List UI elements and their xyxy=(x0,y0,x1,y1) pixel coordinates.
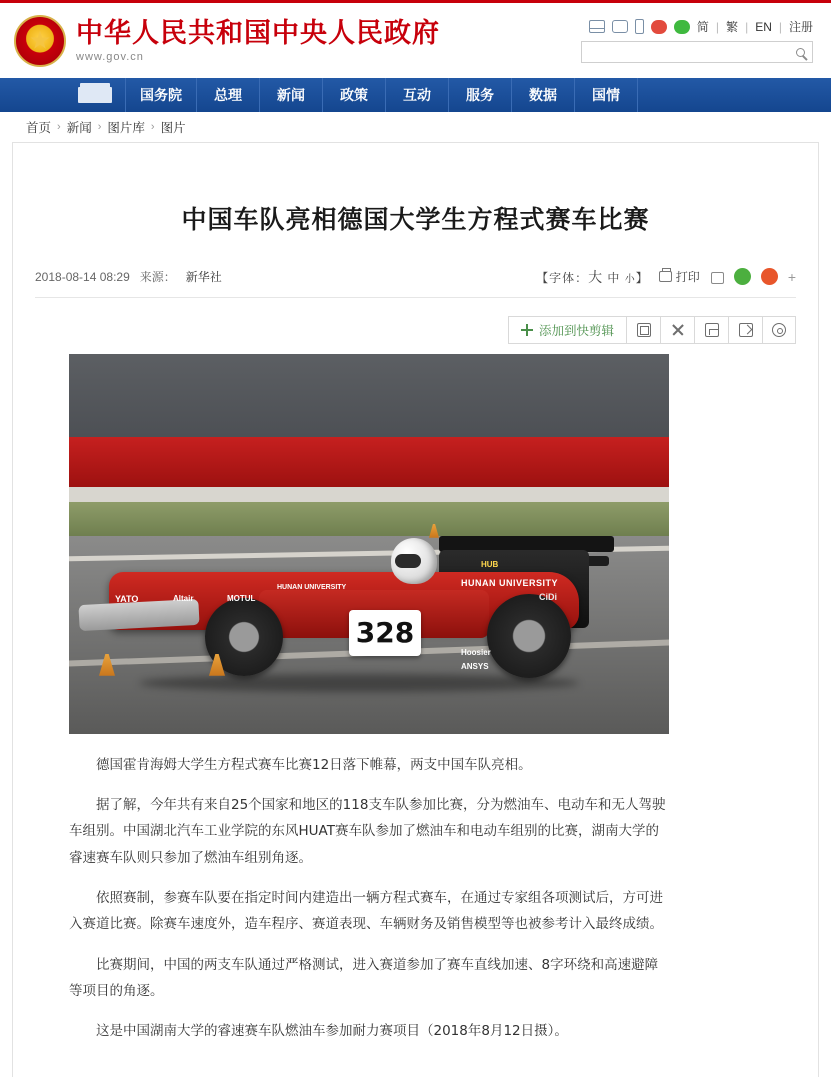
site-title: 中华人民共和国中央人民政府 xyxy=(76,17,440,49)
lang-link-english[interactable]: EN xyxy=(755,19,772,34)
divider: | xyxy=(715,19,720,34)
site-url: www.gov.cn xyxy=(76,51,144,64)
sponsor-altair: Altair xyxy=(173,593,194,603)
save-button[interactable] xyxy=(694,316,728,344)
print-label: 打印 xyxy=(675,270,700,285)
gate-icon xyxy=(78,87,112,103)
lang-link-traditional[interactable]: 繁 xyxy=(726,20,739,34)
sponsor-ansys: ANSYS xyxy=(461,661,489,671)
page-title: 中国车队亮相德国大学生方程式赛车比赛 xyxy=(181,204,650,234)
article-paragraph: 依照赛制，参赛车队要在指定时间内建造出一辆方程式赛车，在通过专家组各项测试后，方可进入赛道比赛。除赛车速度外，造车程序、赛道表现、车辆财务及销售模型等也被参考计入最终成绩。 xyxy=(69,890,663,933)
sponsor-hunan-university: HUNAN UNIVERSITY xyxy=(461,577,559,588)
breadcrumb-separator: › xyxy=(97,121,102,133)
print-button[interactable] xyxy=(659,268,700,285)
settings-button[interactable] xyxy=(762,316,796,344)
search-input[interactable] xyxy=(582,42,812,62)
article-meta xyxy=(35,267,796,298)
breadcrumb-item-home[interactable]: 首页 xyxy=(26,121,52,135)
sponsor-hunan-small: HUNAN UNIVERSITY xyxy=(277,583,347,591)
font-size-large[interactable]: 大 xyxy=(588,268,604,285)
article-paragraph: 据了解，今年共有来自25个国家和地区的118支车队参加比赛，分为燃油车、电动车和无人驾驶车组别。中国湖北汽车工业学院的东风HUAT赛车队参加了燃油车和电动车组别的比赛，湖南大学的睿速赛车队则只参加了燃油车组别角逐。 xyxy=(69,797,666,866)
breadcrumb-item-news[interactable]: 新闻 xyxy=(66,121,92,135)
search-box[interactable] xyxy=(581,41,813,63)
clip-toolbar xyxy=(35,316,796,344)
font-size-label: 【字体： xyxy=(536,270,589,285)
site-brand[interactable] xyxy=(76,18,440,63)
nav-item-shuju[interactable]: 数据 xyxy=(512,78,575,112)
expand-icon xyxy=(671,323,685,337)
sponsor-yato: YATO xyxy=(115,593,139,604)
printer-icon xyxy=(659,271,672,282)
font-size-medium[interactable]: 中 xyxy=(607,270,621,285)
copy-icon xyxy=(637,323,651,337)
share-button[interactable] xyxy=(728,316,762,344)
breadcrumb xyxy=(0,112,831,142)
search-icon xyxy=(796,48,805,57)
plus-icon xyxy=(521,324,533,336)
driver-helmet xyxy=(391,538,437,584)
share-icon xyxy=(739,323,753,337)
header-utility-bar xyxy=(589,18,813,35)
add-to-clip-button[interactable] xyxy=(508,316,626,344)
car-number-plate: 328 xyxy=(349,610,421,656)
article-meta-left xyxy=(35,268,222,285)
sponsor-hub: HUB xyxy=(481,559,499,569)
gear-icon xyxy=(772,323,786,337)
font-size-control xyxy=(536,267,649,287)
divider: | xyxy=(778,19,782,34)
article-meta-right xyxy=(536,267,796,287)
national-emblem-icon xyxy=(14,15,66,67)
photo-white-barrier xyxy=(69,487,669,502)
nav-item-guowuyuan[interactable]: 国务院 xyxy=(126,78,197,112)
search-button[interactable] xyxy=(792,44,809,61)
article-photo xyxy=(69,354,669,734)
share-icon[interactable] xyxy=(710,270,724,284)
photo-race-car xyxy=(109,532,629,682)
header-right-area xyxy=(581,18,817,63)
article-paragraph: 德国霍肯海姆大学生方程式赛车比赛12日落下帷幕，两支中国车队亮相。 xyxy=(96,756,532,773)
photo-red-barrier xyxy=(69,437,669,486)
article-paragraph: 比赛期间，中国的两支车队通过严格测试，进入赛道参加了赛车直线加速、8字环绕和高速避障等项目的角逐。 xyxy=(69,956,659,999)
lang-link-simplified[interactable]: 简 xyxy=(696,20,709,34)
nav-item-xinwen[interactable]: 新闻 xyxy=(260,78,323,112)
nav-item-zongli[interactable]: 总理 xyxy=(197,78,260,112)
breadcrumb-separator: › xyxy=(57,121,61,133)
rear-wheel xyxy=(487,591,571,678)
site-header xyxy=(0,0,831,78)
article-container xyxy=(12,142,819,1077)
sponsor-cidi: CiDi xyxy=(539,591,557,602)
mobile-icon[interactable] xyxy=(635,19,644,34)
main-navigation xyxy=(0,78,831,112)
add-to-clip-label: 添加到快剪辑 xyxy=(538,323,614,338)
article-paragraph: 这是中国湖南大学的睿速赛车队燃油车参加耐力赛项目（2018年8月12日摄）。 xyxy=(96,1023,568,1040)
weibo-share-icon[interactable] xyxy=(761,268,778,285)
copy-button[interactable] xyxy=(626,316,660,344)
weibo-icon[interactable] xyxy=(651,20,667,34)
register-link[interactable]: 注册 xyxy=(788,20,813,34)
publish-date: 2018-08-14 08:29 xyxy=(35,269,130,284)
save-icon xyxy=(705,323,719,337)
divider: | xyxy=(745,19,749,34)
sponsor-hoosier: Hoosier xyxy=(461,647,491,657)
wechat-share-icon[interactable] xyxy=(734,268,751,285)
nav-item-guoqing[interactable]: 国情 xyxy=(575,78,638,112)
nav-item-zhengce[interactable]: 政策 xyxy=(323,78,386,112)
sponsor-motul: MOTUL xyxy=(227,593,256,603)
font-size-close: 】 xyxy=(635,270,649,285)
more-share-icon[interactable]: + xyxy=(787,268,796,285)
mail-icon[interactable] xyxy=(589,20,605,33)
nav-home-button[interactable] xyxy=(64,78,126,112)
wechat-icon[interactable] xyxy=(674,20,690,34)
source-name[interactable]: 新华社 xyxy=(185,270,222,285)
source-label: 来源： xyxy=(139,270,176,285)
expand-button[interactable] xyxy=(660,316,694,344)
nav-item-fuwu[interactable]: 服务 xyxy=(449,78,512,112)
nav-item-hudong[interactable]: 互动 xyxy=(386,78,449,112)
chat-icon[interactable] xyxy=(612,20,628,33)
article-body xyxy=(69,752,669,1045)
breadcrumb-separator: › xyxy=(150,121,155,133)
breadcrumb-item-picture[interactable]: 图片 xyxy=(160,121,186,135)
breadcrumb-item-gallery[interactable]: 图片库 xyxy=(107,121,145,135)
font-size-small[interactable]: 小 xyxy=(624,273,636,285)
